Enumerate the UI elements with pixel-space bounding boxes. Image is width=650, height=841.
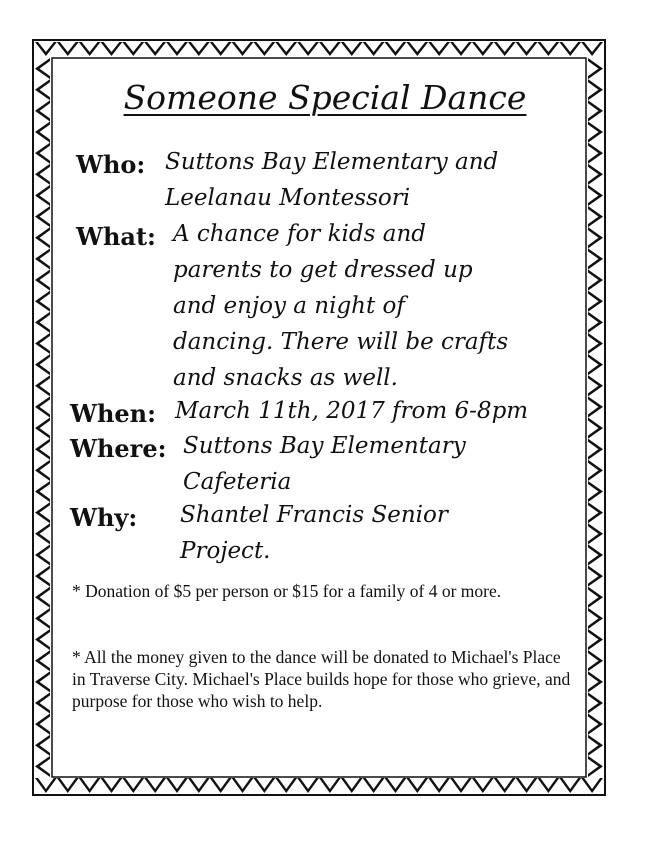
when-value: March 11th, 2017 from 6-8pm [175,398,529,424]
border-chevron [35,502,50,523]
border-chevron [35,692,50,713]
border-chevron [35,42,57,56]
border-chevron [188,778,210,793]
border-chevron [35,587,50,608]
border-chevron [35,227,50,248]
border-chevron [253,778,275,793]
what-value: A chance for kids and parents to get dressed up and enjoy a night of dancing. There will be crafts and snacks as well. [173,221,509,391]
border-chevron [35,79,50,100]
border-chevron [35,206,50,227]
border-chevron [35,778,57,793]
border-chevron [144,778,166,793]
why-label: Why: [70,503,138,532]
border-chevron [588,756,603,777]
border-chevron [588,608,603,629]
border-chevron [588,185,603,206]
border-chevron [35,629,50,650]
border-chevron [275,42,297,56]
border-chevron [35,650,50,671]
border-chevron [588,650,603,671]
where-value: Suttons Bay Elementary Cafeteria [183,433,466,495]
border-chevron [472,42,494,56]
what-label: What: [76,222,156,251]
border-chevron [35,354,50,375]
border-chevron [35,143,50,164]
border-chevron [341,778,363,793]
border-chevron [232,778,254,793]
border-chevron [472,778,494,793]
border-chevron [559,778,581,793]
border-chevron [35,460,50,481]
border-chevron [494,778,516,793]
border-chevron [210,778,232,793]
border-chevron [144,42,166,56]
border-chevron [35,418,50,439]
border-chevron [79,42,101,56]
border-chevron [35,481,50,502]
border-chevron [35,164,50,185]
border-chevron [588,58,603,79]
border-chevron [297,42,319,56]
border-chevron [588,629,603,650]
border-chevron [588,121,603,142]
border-chevron [35,544,50,565]
border-chevron [35,608,50,629]
border-chevron [57,778,79,793]
border-chevron [588,460,603,481]
border-chevron [588,333,603,354]
border-chevron [537,42,559,56]
border-chevron [35,121,50,142]
border-chevron [588,291,603,312]
border-chevron [588,714,603,735]
border-chevron [385,778,407,793]
border-chevron [588,227,603,248]
where-label: Where: [70,434,167,463]
beneficiary-note: * All the money given to the dance will be donated to Michael's Place in Traverse City. Michael's Place builds hope for those who grieve, and purpose for those who wish to help. [72,647,571,711]
border-chevron [166,42,188,56]
flyer-title: Someone Special Dance [123,78,527,117]
border-chevron [275,778,297,793]
border-chevron [35,375,50,396]
border-chevron [35,756,50,777]
border-chevron [588,206,603,227]
border-chevron [297,778,319,793]
border-chevron [516,778,538,793]
border-chevron [232,42,254,56]
border-chevron [57,42,79,56]
border-chevron [363,42,385,56]
border-chevron [559,42,581,56]
border-chevron [588,100,603,121]
border-chevron [101,778,123,793]
border-chevron [588,396,603,417]
border-chevron [588,248,603,269]
border-chevron [428,778,450,793]
border-chevron [588,375,603,396]
border-chevron [319,42,341,56]
border-chevron [385,42,407,56]
border-chevron [588,566,603,587]
border-chevron [581,42,603,56]
border-chevron [35,714,50,735]
border-chevron [588,523,603,544]
border-chevron [588,143,603,164]
border-chevron [188,42,210,56]
border-chevron [35,291,50,312]
border-chevron [588,312,603,333]
border-chevron [166,778,188,793]
why-value: Shantel Francis Senior Project. [180,502,448,564]
border-chevron [588,735,603,756]
border-chevron [588,544,603,565]
border-chevron [588,671,603,692]
border-chevron [35,566,50,587]
border-chevron [428,42,450,56]
border-chevron [253,42,275,56]
border-chevron [581,778,603,793]
border-chevron [35,58,50,79]
who-value: Suttons Bay Elementary and Leelanau Montessori [165,149,499,211]
border-chevron [363,778,385,793]
border-chevron [588,692,603,713]
border-chevron [122,42,144,56]
border-chevron [35,523,50,544]
border-chevron [588,269,603,290]
border-chevron [341,42,363,56]
border-chevron [35,185,50,206]
border-chevron [588,164,603,185]
border-chevron [588,502,603,523]
border-chevron [101,42,123,56]
border-chevron [588,354,603,375]
border-chevron [588,79,603,100]
border-chevron [450,778,472,793]
border-chevron [35,439,50,460]
border-chevron [588,481,603,502]
border-chevron [588,418,603,439]
border-chevron [79,778,101,793]
donation-note: * Donation of $5 per person or $15 for a family of 4 or more. [72,581,502,601]
border-chevron [494,42,516,56]
border-chevron [588,439,603,460]
border-chevron [319,778,341,793]
who-label: Who: [76,150,146,179]
border-chevron [588,587,603,608]
border-chevron [35,100,50,121]
border-chevron [35,248,50,269]
border-chevron [450,42,472,56]
border-chevron [35,735,50,756]
border-chevron [210,42,232,56]
border-chevron [35,312,50,333]
border-chevron [537,778,559,793]
border-chevron [35,396,50,417]
border-chevron [35,671,50,692]
border-chevron [516,42,538,56]
border-chevron [35,333,50,354]
when-label: When: [70,399,156,428]
border-chevron [406,42,428,56]
border-chevron [406,778,428,793]
border-chevron [122,778,144,793]
border-chevron [35,269,50,290]
